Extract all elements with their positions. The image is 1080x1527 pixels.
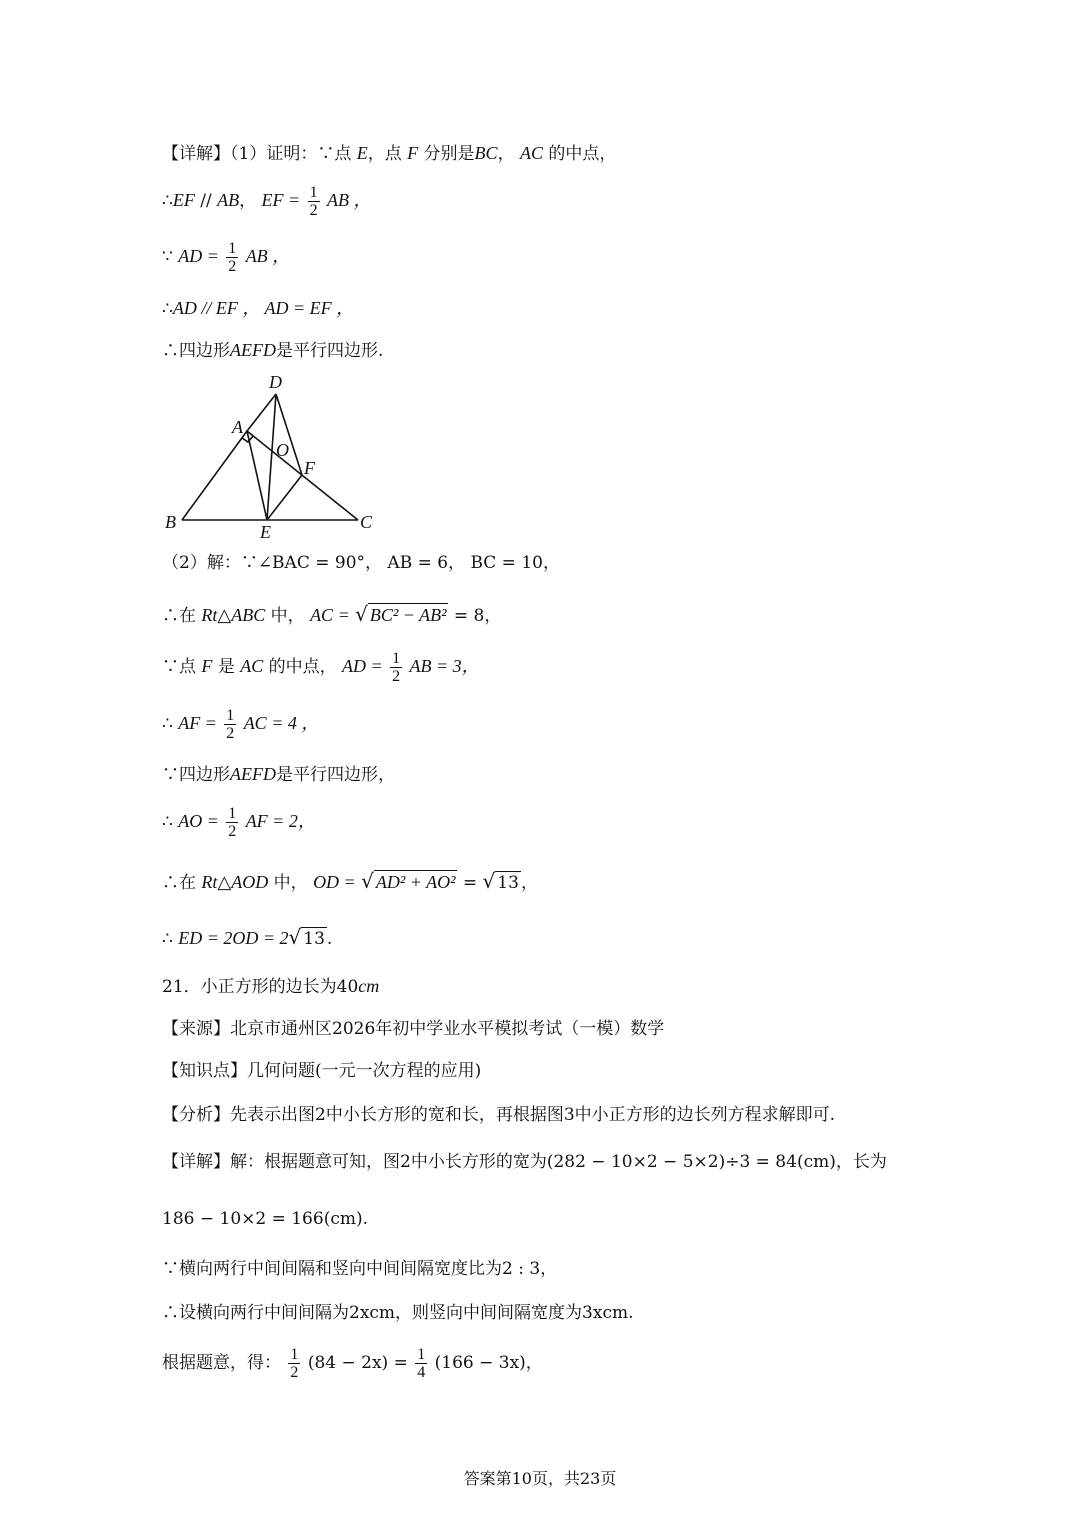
- page-footer: 答案第10页，共23页: [463, 1469, 617, 1488]
- label-A: A: [232, 417, 243, 437]
- detail-heading: 【详解】: [162, 144, 230, 164]
- label-B: B: [165, 512, 176, 532]
- detail-line-6: （2）解：∵∠BAC = 90°， AB = 6， BC = 10，: [162, 553, 560, 573]
- detail2-line-1: 【详解】解：根据题意可知，图2中小长方形的宽为(282 − 10×2 − 5×2)÷3 = 84(cm)，长为: [162, 1152, 887, 1172]
- fraction-half: $\frac{1}{2}$: [228, 805, 237, 840]
- detail-line-5: ∴四边形AEFD是平行四边形.: [162, 340, 384, 361]
- label-F: F: [304, 458, 315, 478]
- detail-line-7: ∴在 Rt△ABC 中， AC = √ BC² − AB² = 8，: [162, 602, 502, 626]
- ratio-line: ∵横向两行中间间隔和竖向中间间隔宽度比为2 : 3，: [162, 1259, 558, 1279]
- label-E: E: [260, 522, 271, 542]
- detail-line-3: ∵ AD = $\frac{1}{2}$ AB ，: [162, 240, 291, 275]
- detail-line-12: ∴在 Rt△AOD 中， OD = √ AD² + AO² = √ 13 ，: [162, 869, 538, 893]
- detail-line-11: ∴ AO = $\frac{1}{2}$ AF = 2，: [162, 805, 316, 840]
- equation-line: 根据题意，得： $\frac{1}{2}$ (84 − 2x) = $\frac{1}{4}$ (166 − 3x)，: [162, 1346, 543, 1381]
- fraction-half: $\frac{1}{2}$: [290, 1346, 299, 1381]
- detail-line-1: 【详解】（1）证明：∵点 E，点 F 分别是BC， AC 的中点，: [162, 143, 617, 164]
- fraction-quarter: $\frac{1}{4}$: [417, 1346, 426, 1381]
- question-21-answer: 21．小正方形的边长为40cm: [162, 976, 380, 997]
- knowledge-line: 【知识点】几何问题(一元一次方程的应用): [162, 1061, 482, 1081]
- segment-DF: [276, 394, 302, 475]
- geometry-figure: [162, 368, 392, 543]
- segment-BA: [182, 431, 247, 520]
- detail-line-8: ∵点 F 是 AC 的中点， AD = $\frac{1}{2}$ AB = 3，: [162, 650, 480, 685]
- detail-line-10: ∵四边形AEFD是平行四边形，: [162, 764, 395, 785]
- segment-AD: [247, 394, 276, 431]
- detail-line-2: ∴EF // AB， EF = $\frac{1}{2}$ AB ，: [162, 184, 372, 219]
- analysis-line: 【分析】先表示出图2中小长方形的宽和长，再根据图3中小正方形的边长列方程求解即可.: [162, 1105, 836, 1125]
- fraction-half: $\frac{1}{2}$: [228, 240, 237, 275]
- detail-line-13: ∴ ED = 2OD = 2√ 13 .: [162, 925, 333, 949]
- fraction-half: $\frac{1}{2}$: [309, 184, 318, 219]
- label-O: O: [276, 440, 289, 460]
- detail-line-4: ∴AD // EF ， AD = EF ，: [162, 298, 355, 319]
- set-variable-line: ∴设横向两行中间间隔为2xcm，则竖向中间间隔宽度为3xcm.: [162, 1303, 634, 1323]
- segment-EF: [267, 475, 302, 520]
- segment-DE: [267, 394, 276, 520]
- fraction-half: $\frac{1}{2}$: [226, 707, 235, 742]
- detail-line-9: ∴ AF = $\frac{1}{2}$ AC = 4 ，: [162, 707, 320, 742]
- label-C: C: [360, 512, 373, 532]
- label-D: D: [269, 372, 282, 392]
- detail2-line-2: 186 − 10×2 = 166(cm).: [162, 1209, 369, 1229]
- source-line: 【来源】北京市通州区2026年初中学业水平模拟考试（一模）数学: [162, 1019, 665, 1039]
- fraction-half: $\frac{1}{2}$: [392, 650, 401, 685]
